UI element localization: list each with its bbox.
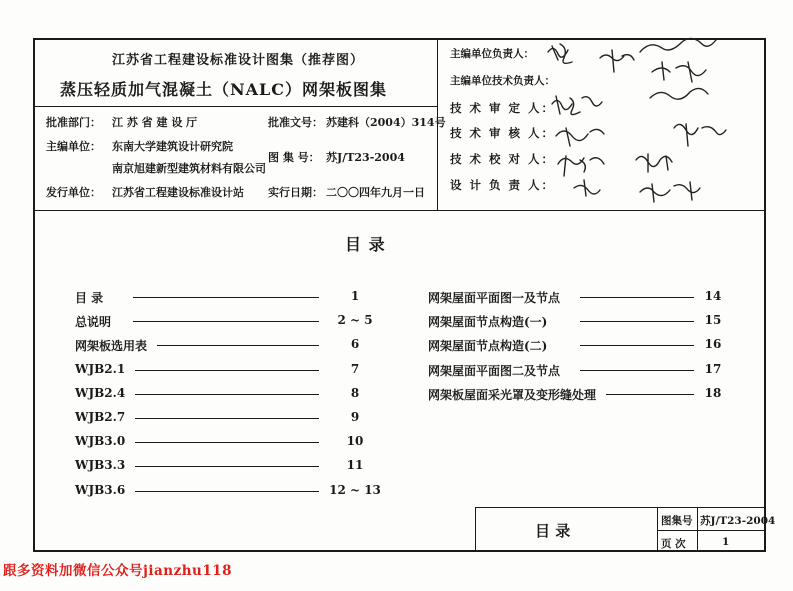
toc-entry-label: 总说明	[75, 315, 112, 330]
approver-value: 江 苏 省 建 设 厅	[112, 116, 198, 129]
toc-entry-page: 6	[350, 337, 360, 352]
toc-entry-page: 2 ~ 5	[337, 313, 373, 328]
toc-entry	[75, 362, 375, 378]
toc-entry-page: 17	[704, 361, 722, 376]
toc-entry-label: WJB3.0	[75, 434, 126, 449]
effective-label: 实行日期：	[268, 186, 323, 199]
title-block-left-rule	[475, 507, 476, 552]
toc-entry-label: WJB2.7	[75, 410, 126, 424]
toc-entry-label: 网架屋面节点构造(二)	[428, 339, 548, 354]
title-block-title: 目 录	[535, 522, 571, 540]
toc-entry-page: 10	[346, 434, 364, 449]
toc-entry-page: 12 ~ 13	[329, 482, 381, 497]
editor-value-1: 东南大学建筑设计研究院	[112, 140, 233, 153]
atlas-no-value: 苏J/T23-2004	[326, 151, 405, 164]
approval-doc-label: 批准文号：	[268, 116, 323, 129]
atlas-title: 蒸压轻质加气混凝土（NALC）网架板图集	[60, 80, 388, 99]
toc-entry-label: 网架屋面平面图二及节点	[428, 363, 561, 378]
toc-leader-line	[135, 418, 319, 419]
toc-entry	[75, 313, 375, 329]
toc-leader-line	[135, 370, 319, 371]
publisher-value: 江苏省工程建设标准设计站	[112, 186, 244, 199]
toc-entry	[75, 482, 381, 499]
toc-leader-line	[580, 321, 694, 322]
toc-entry	[75, 386, 375, 402]
toc-leader-line	[580, 345, 694, 346]
toc-entry-label: 目 录	[75, 291, 104, 305]
toc-entry-page: 1	[350, 289, 360, 303]
toc-entry-page: 8	[350, 385, 360, 400]
editor-value-2: 南京旭建新型建筑材料有限公司	[112, 162, 266, 175]
toc-entry-page: 16	[704, 337, 722, 352]
toc-leader-line	[580, 297, 694, 298]
toc-entry-label: 网架屋面平面图一及节点	[428, 291, 561, 305]
toc-leader-line	[606, 394, 694, 395]
editor-label: 主编单位：	[46, 140, 101, 153]
approval-doc-value: 苏建科（2004）314号	[326, 116, 446, 129]
title-block-top-rule	[475, 507, 766, 508]
title-block-page-value: 1	[722, 536, 730, 548]
toc-entry	[75, 458, 375, 474]
role-design-lead: 设 计 负 责 人：	[450, 178, 556, 192]
watermark-text: 跟多资料加微信公众号jianzhu118	[3, 563, 233, 579]
toc-entry-page: 9	[350, 410, 360, 424]
toc-entry-page: 15	[704, 313, 722, 328]
toc-leader-line	[157, 345, 319, 346]
toc-entry-page: 11	[346, 458, 364, 473]
toc-entry-label: 网架屋面节点构造(一)	[428, 315, 548, 330]
toc-leader-line	[135, 491, 319, 492]
publisher-label: 发行单位：	[46, 186, 101, 199]
toc-entry	[75, 410, 375, 426]
role-chief-editor: 主编单位负责人：	[450, 48, 534, 60]
title-block-mid-rule	[657, 530, 766, 531]
toc-leader-line	[135, 394, 319, 395]
toc-leader-line	[580, 370, 694, 371]
role-tech-chief: 主编单位技术负责人：	[450, 75, 555, 87]
toc-leader-line	[133, 297, 319, 298]
toc-entry	[75, 337, 375, 353]
toc-heading: 目 录	[345, 235, 386, 254]
series-title: 江苏省工程建设标准设计图集（推荐图）	[112, 53, 365, 68]
toc-entry-label: WJB3.3	[75, 458, 126, 473]
toc-entry-page: 7	[350, 361, 360, 376]
atlas-no-label: 图 集 号：	[268, 151, 320, 164]
toc-entry-label: 网架板选用表	[75, 339, 148, 354]
title-block-atlas-no-label: 图集号	[661, 515, 693, 527]
toc-entry-label: WJB2.1	[75, 361, 126, 376]
toc-entry	[428, 313, 728, 329]
toc-entry-label: 网架板屋面采光罩及变形缝处理	[428, 387, 597, 402]
role-checker: 技 术 校 对 人：	[450, 152, 556, 166]
toc-entry	[428, 386, 728, 402]
toc-leader-line	[135, 466, 319, 467]
toc-entry-label: WJB2.4	[75, 385, 126, 400]
toc-entry	[428, 362, 728, 378]
toc-entry	[428, 289, 728, 305]
toc-entry	[75, 434, 375, 450]
role-reviewer: 技 术 审 核 人：	[450, 126, 556, 140]
toc-entry	[75, 289, 375, 305]
toc-entry	[428, 337, 728, 353]
effective-value: 二〇〇四年九月一日	[326, 186, 425, 199]
title-block-page-label: 页 次	[661, 538, 686, 550]
toc-entry-page: 14	[704, 289, 722, 303]
title-block-atlas-no-value: 苏J/T23-2004	[700, 515, 776, 527]
toc-leader-line	[133, 321, 319, 322]
toc-entry-label: WJB3.6	[75, 482, 126, 497]
toc-leader-line	[135, 442, 319, 443]
toc-entry-page: 18	[704, 385, 722, 400]
role-approver: 技 术 审 定 人：	[450, 101, 556, 115]
approver-label: 批准部门：	[46, 116, 101, 129]
